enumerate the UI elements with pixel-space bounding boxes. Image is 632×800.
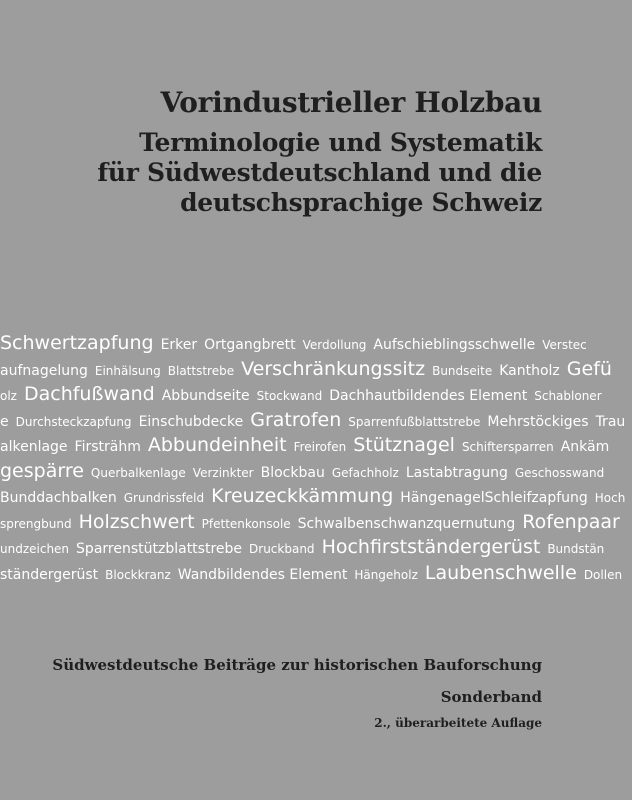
- word-cloud-term: Wandbildendes Element: [177, 566, 348, 583]
- word-cloud-term: Ortgangbrett: [204, 337, 296, 353]
- word-cloud-term: Grundrissfeld: [123, 491, 205, 505]
- word-cloud-term: e: [0, 413, 9, 430]
- word-cloud-term: Dachfußwand: [23, 383, 155, 405]
- word-cloud-term: Bundseite: [432, 363, 493, 378]
- word-cloud-term: Hängeholz: [354, 567, 418, 582]
- word-cloud-term: Schabloner: [534, 389, 602, 403]
- word-cloud-term: olz: [0, 389, 17, 403]
- word-cloud-term: Sparrenstützblattstrebe: [76, 541, 243, 557]
- word-cloud-term: Dachhautbildendes Element: [329, 388, 528, 404]
- word-cloud-term: Einhälsung: [94, 363, 161, 378]
- word-cloud-term: Stockwand: [256, 389, 323, 403]
- word-cloud-term: undzeichen: [0, 542, 70, 556]
- word-cloud-term: sprengbund: [0, 516, 72, 531]
- word-cloud-term: Gratrofen: [250, 408, 342, 431]
- word-cloud-term: Erker: [160, 337, 198, 353]
- word-cloud-term: Druckband: [249, 542, 315, 556]
- word-cloud-term: Kantholz: [499, 362, 560, 379]
- word-cloud-row: [0, 561, 629, 588]
- word-cloud-term: Einschubdecke: [138, 413, 244, 430]
- word-cloud-term: Mehrstöckiges: [487, 413, 589, 430]
- word-cloud-term: Blattstrebe: [167, 363, 235, 378]
- word-cloud-term: Blockkranz: [105, 567, 171, 582]
- word-cloud-term: Sparrenfußblattstrebe: [348, 414, 481, 429]
- series-title: Südwestdeutsche Beiträge zur historischen Bauforschung: [52, 656, 542, 674]
- word-cloud-term: Geschosswand: [514, 465, 605, 480]
- word-cloud-term: Gefü: [566, 357, 612, 380]
- word-cloud-term: Trau: [595, 413, 626, 430]
- edition-label: 2., überarbeitete Auflage: [374, 716, 542, 730]
- subtitle-line-2: für Südwestdeutschland und die: [97, 158, 542, 187]
- word-cloud-term: Blockbau: [260, 464, 325, 481]
- word-cloud-row: [0, 487, 632, 511]
- word-cloud-row: [0, 408, 632, 435]
- word-cloud-term: Gefachholz: [331, 465, 399, 480]
- word-cloud-term: Hoch: [594, 491, 626, 505]
- word-cloud-term: alkenlage: [0, 439, 68, 455]
- word-cloud-term: Stütznagel: [353, 434, 455, 456]
- main-title: Vorindustrieller Holzbau: [160, 86, 542, 119]
- word-cloud-term: Lastabtragung: [405, 464, 508, 481]
- word-cloud-term: Rofenpaar: [522, 510, 620, 533]
- word-cloud-term: Abbundseite: [161, 388, 250, 404]
- volume-label: Sonderband: [440, 688, 542, 706]
- subtitle-line-1: Terminologie und Systematik: [139, 128, 542, 157]
- word-cloud-row: [0, 510, 627, 537]
- word-cloud-term: Bunddachbalken: [0, 490, 117, 506]
- word-cloud-term: HängenagelSchleifzapfung: [400, 490, 588, 506]
- word-cloud-term: Firsträhm: [74, 439, 141, 455]
- word-cloud-term: Schiftersparren: [461, 440, 554, 454]
- word-cloud-term: Verstec: [542, 338, 587, 352]
- word-cloud-term: Bundstän: [547, 542, 605, 556]
- word-cloud-term: Verdollung: [302, 338, 367, 352]
- word-cloud-row: [0, 436, 616, 460]
- word-cloud-term: Holzschwert: [78, 510, 195, 533]
- word-cloud-term: Hochfirstständergerüst: [321, 536, 541, 558]
- word-cloud-term: Freirofen: [293, 440, 347, 454]
- word-cloud-row: [0, 357, 619, 384]
- word-cloud-term: Durchsteckzapfung: [15, 414, 132, 429]
- word-cloud-row: [0, 334, 594, 358]
- word-cloud-term: Querbalkenlage: [90, 465, 186, 480]
- word-cloud-term: Schwertzapfung: [0, 332, 154, 354]
- word-cloud-term: ständergerüst: [0, 566, 99, 583]
- word-cloud-term: Dollen: [583, 567, 623, 582]
- word-cloud-term: Kreuzeckkämmung: [211, 485, 394, 507]
- word-cloud-term: Verschränkungssitz: [241, 357, 426, 380]
- word-cloud-term: Schwalbenschwanzquernutung: [297, 515, 516, 532]
- word-cloud-row: [0, 459, 611, 486]
- word-cloud-row: [0, 538, 611, 562]
- word-cloud-term: Laubenschwelle: [424, 561, 577, 584]
- word-cloud-term: Pfettenkonsole: [201, 516, 291, 531]
- word-cloud-term: Ankäm: [560, 439, 610, 455]
- word-cloud-term: Verzinkter: [192, 465, 254, 480]
- word-cloud-term: Abbundeinheit: [147, 434, 287, 456]
- word-cloud-term: Aufschieblingsschwelle: [373, 337, 536, 353]
- terminology-word-cloud: [0, 330, 626, 592]
- title-block: [97, 86, 542, 218]
- word-cloud-row: [0, 385, 609, 409]
- word-cloud-term: aufnagelung: [0, 362, 88, 379]
- word-cloud-term: gespärre: [0, 459, 84, 482]
- subtitle-line-3: deutschsprachige Schweiz: [180, 188, 542, 217]
